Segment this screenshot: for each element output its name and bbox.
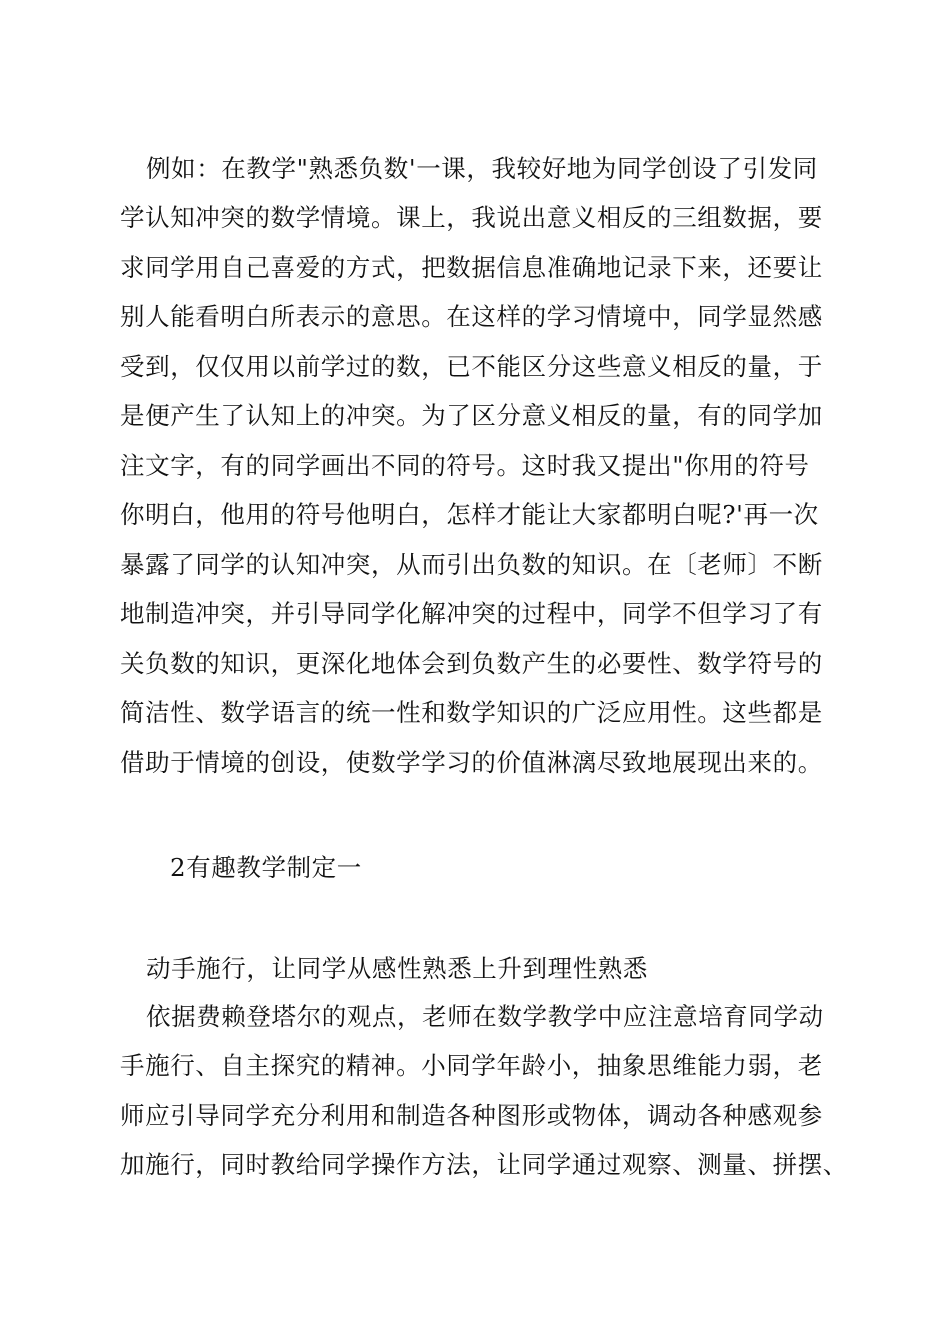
paragraph-1-line: 受到，仅仅用以前学过的数，已不能区分这些意义相反的量，于: [120, 352, 823, 381]
paragraph-1-line: 学认知冲突的数学情境。课上，我说出意义相反的三组数据，要: [120, 203, 823, 232]
paragraph-2-line: 加施行，同时教给同学操作方法，让同学通过观察、测量、拼摆、: [120, 1150, 848, 1179]
paragraph-1-line: 是便产生了认知上的冲突。为了区分意义相反的量，有的同学加: [120, 401, 823, 430]
paragraph-1-line: 关负数的知识，更深化地体会到负数产生的必要性、数学符号的: [120, 649, 823, 678]
paragraph-1-line: 别人能看明白所表示的意思。在这样的学习情境中，同学显然感: [120, 302, 823, 331]
paragraph-2-line: 手施行、自主探究的精神。小同学年龄小，抽象思维能力弱，老: [120, 1051, 823, 1080]
paragraph-1-line: 注文字，有的同学画出不同的符号。这时我又提出"你用的符号: [120, 451, 810, 480]
paragraph-2-line: 依据费赖登塔尔的观点，老师在数学教学中应注意培育同学动: [146, 1002, 824, 1031]
paragraph-1-line: 地制造冲突，并引导同学化解冲突的过程中，同学不但学习了有: [120, 599, 823, 628]
paragraph-1-line: 暴露了同学的认知冲突，从而引出负数的知识。在〔老师〕不断: [120, 550, 823, 579]
paragraph-1-line: 简洁性、数学语言的统一性和数学知识的广泛应用性。这些都是: [120, 698, 823, 727]
paragraph-1-line: 借助于情境的创设，使数学学习的价值淋漓尽致地展现出来的。: [120, 748, 823, 777]
paragraph-2-line: 师应引导同学充分利用和制造各种图形或物体，调动各种感观参: [120, 1101, 823, 1130]
section-subheading: 动手施行，让同学从感性熟悉上升到理性熟悉: [146, 954, 648, 983]
section-heading: 2有趣教学制定一: [170, 853, 362, 882]
paragraph-1-line: 例如：在教学"熟悉负数'一课，我较好地为同学创设了引发同: [146, 154, 818, 183]
paragraph-1-line: 你明白，他用的符号他明白，怎样才能让大家都明白呢?'再一次: [120, 500, 819, 529]
paragraph-1-line: 求同学用自己喜爱的方式，把数据信息准确地记录下来，还要让: [120, 253, 823, 282]
